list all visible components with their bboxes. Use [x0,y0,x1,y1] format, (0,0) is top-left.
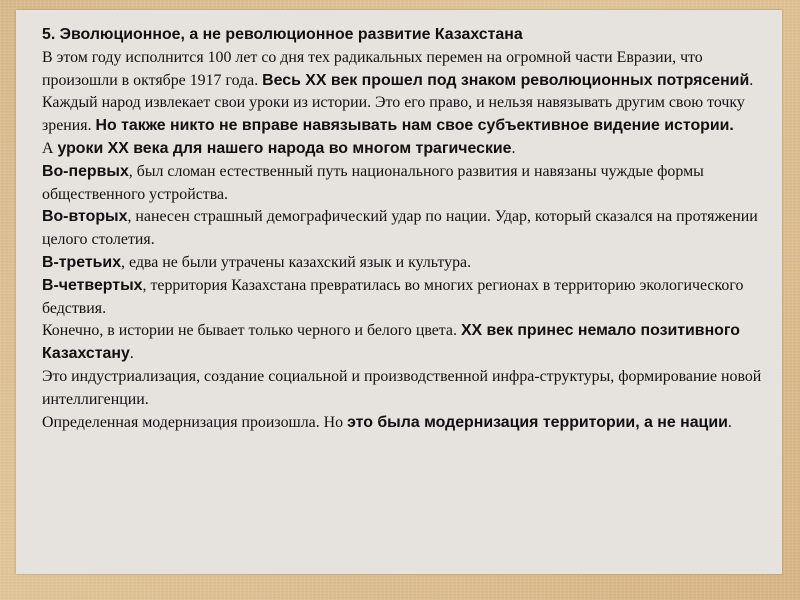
paragraph [42,252,777,275]
paragraph [42,47,777,93]
paragraph-emphasis: Весь ХХ век прошел под знаком революционных потрясений [262,71,750,89]
paragraph-text: В этом году исполнится 100 лет со дня тех радикальных перемен на огромной части Евразии, что произошли в октябре 1917 года. [42,48,703,89]
paragraph [42,161,777,207]
paragraph [42,275,777,321]
paragraph [42,206,777,252]
paragraph-text: Определенная модернизация произошла. Но [42,413,348,431]
paragraph [42,412,777,435]
paragraph [42,320,777,366]
paragraph-text: , был сломан естественный путь национального развития и навязаны чуждые формы общественного устройства. [42,162,704,203]
paragraph-text: . [511,139,516,157]
paragraph-text: Каждый народ извлекает свои уроки из истории. Это его право, и нельзя навязывать другим свою точку зрения. [42,94,745,135]
paragraph-text: А [42,139,58,157]
paragraph-text: , территория Казахстана превратилась во многих регионах в территорию экологического бедствия. [42,276,744,317]
paragraph-emphasis: Во-первых [42,162,129,180]
paragraph-text: . [129,345,134,363]
content-panel [16,10,782,574]
paragraph-text: , нанесен страшный демографический удар по нации. Удар, который сказался на протяжении целого столетия. [42,208,758,249]
paragraph-emphasis: В-четвертых [42,276,143,294]
paragraph-emphasis: Но также никто не вправе навязывать нам свое субъективное видение истории. [95,117,734,135]
paragraph-text: Конечно, в истории не бывает только черного и белого цвета. [42,322,461,340]
paragraph [42,92,777,138]
slide-title: 5. Эволюционное, а не революционное развитие Казахстана [42,26,523,43]
paragraph-text: . [727,413,732,431]
paragraph-text: . [749,71,754,89]
paragraph-text: , едва не были утрачены казахский язык и культура. [121,253,472,271]
paragraph-emphasis: уроки ХХ века для нашего народа во многом трагические [57,139,512,157]
paragraph [42,366,777,412]
paragraph-text: Это индустриализация, создание социальной и производственной инфра-структуры, формирование новой интеллигенции. [42,367,762,408]
paragraphs [42,47,777,435]
paragraph-emphasis: ХХ век принес немало позитивного Казахстану [42,322,740,363]
text-block [42,24,777,434]
paragraph-emphasis: В-третьих [42,253,122,271]
paragraph-emphasis: Во-вторых [42,208,128,226]
paragraph [42,138,777,161]
paragraph-emphasis: это была модернизация территории, а не нации [347,413,728,431]
